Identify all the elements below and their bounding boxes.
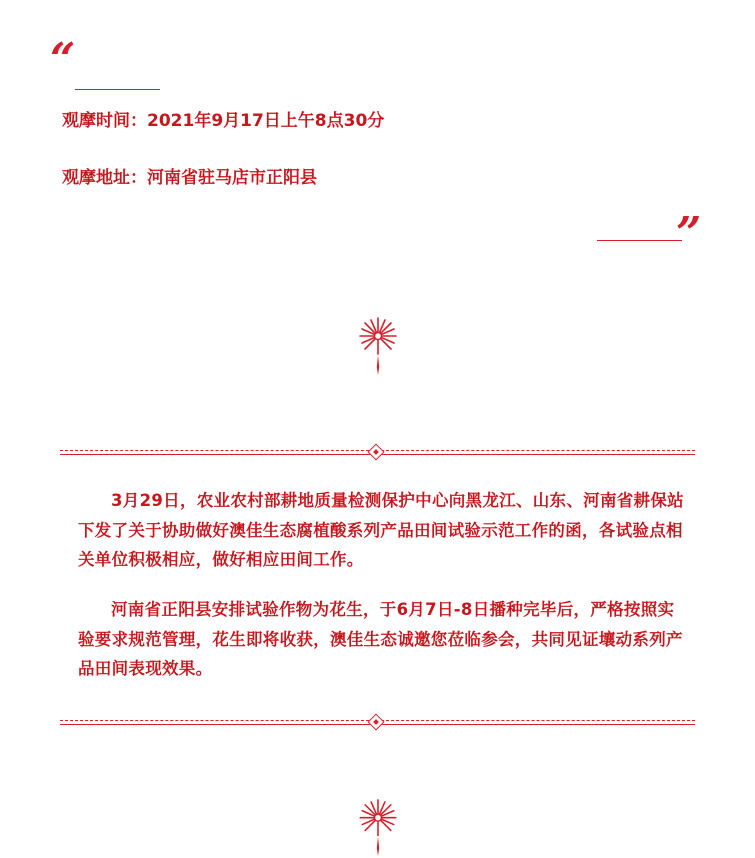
viewing-time-value: 2021年9月17日上午8点30分 (147, 111, 385, 131)
viewing-time (62, 106, 384, 131)
firework-icon (356, 797, 400, 858)
top-short-rule (75, 89, 160, 90)
viewing-time-label: 观摩时间： (62, 111, 147, 131)
open-quote-icon: “ (50, 34, 76, 85)
viewing-address-label: 观摩地址： (62, 168, 147, 188)
viewing-address-value: 河南省驻马店市正阳县 (147, 168, 317, 188)
body-paragraph-1: 3月29日，农业农村部耕地质量检测保护中心向黑龙江、山东、河南省耕保站下发了关于协助做好澳佳生态腐植酸系列产品田间试验示范工作的函，各试验点相关单位积极相应，做好相应田间工作。 (78, 491, 684, 569)
section-divider-bottom (60, 716, 695, 730)
body-paragraph-2: 河南省正阳县安排试验作物为花生，于6月7日-8日播种完毕后，严格按照实验要求规范管理，花生即将收获，澳佳生态诚邀您莅临参会，共同见证壤动系列产品田间表现效果。 (78, 600, 683, 678)
viewing-address (62, 163, 317, 188)
firework-icon (356, 315, 400, 377)
bottom-short-rule (597, 240, 682, 241)
section-divider-top (60, 446, 695, 460)
close-quote-icon: ” (676, 208, 702, 259)
